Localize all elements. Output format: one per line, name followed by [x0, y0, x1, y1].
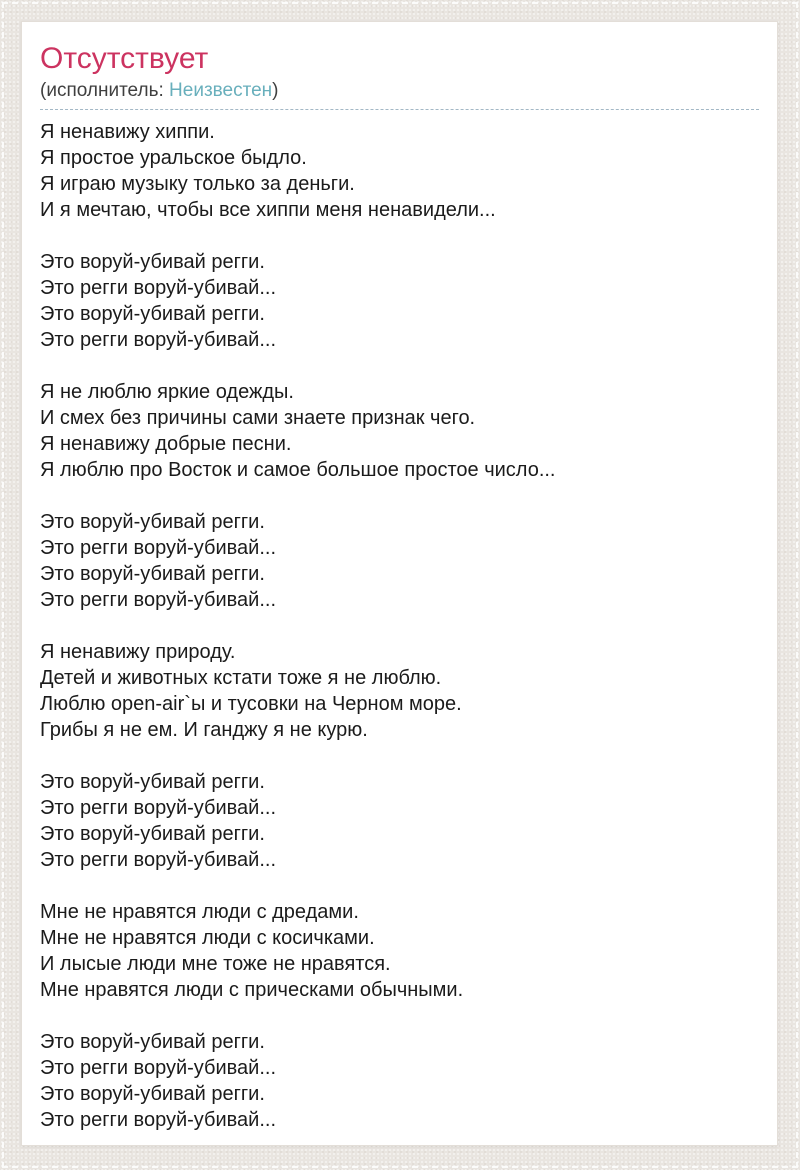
lyrics-stanza [40, 249, 759, 353]
lyrics-stanza [40, 119, 759, 223]
lyrics-line: Это воруй-убивай регги. [40, 251, 265, 274]
lyrics-line: Это регги воруй-убивай... [40, 849, 277, 872]
lyrics-line: Мне не нравятся люди с дредами. [40, 901, 359, 924]
lyrics-line: Это воруй-убивай регги. [40, 511, 265, 534]
lyrics-line: Детей и животных кстати тоже я не люблю. [40, 667, 442, 690]
page-title: Отсутствует [40, 42, 209, 75]
lyrics-line: Это регги воруй-убивай... [40, 1109, 277, 1132]
lyrics-stanza [40, 769, 759, 873]
lyrics-line: Это воруй-убивай регги. [40, 823, 265, 846]
lyrics-line: И смех без причины сами знаете признак чего. [40, 407, 476, 430]
lyrics-stanza [40, 1029, 759, 1133]
song-header [40, 42, 759, 110]
lyrics-line: Это воруй-убивай регги. [40, 1083, 265, 1106]
lyrics-stanza [40, 899, 759, 1003]
lyrics-line: Мне нравятся люди с прическами обычными. [40, 979, 464, 1002]
artist-link[interactable]: Неизвестен [169, 79, 273, 101]
artist-line [40, 80, 759, 103]
lyrics-line: Это регги воруй-убивай... [40, 537, 277, 560]
lyrics-line: Люблю open-air`ы и тусовки на Черном море. [40, 693, 462, 716]
lyrics-line: Я люблю про Восток и самое большое простое число... [40, 459, 556, 482]
lyrics-stanza [40, 509, 759, 613]
lyrics-text [40, 110, 759, 1133]
lyrics-line: И я мечтаю, чтобы все хиппи меня ненавидели... [40, 199, 496, 222]
artist-label-suffix: ) [272, 79, 279, 101]
lyrics-line: Это регги воруй-убивай... [40, 1057, 277, 1080]
lyrics-line: Это регги воруй-убивай... [40, 589, 277, 612]
lyrics-line: Грибы я не ем. И ганджу я не курю. [40, 719, 368, 742]
lyrics-stanza [40, 379, 759, 483]
lyrics-line: Это воруй-убивай регги. [40, 563, 265, 586]
lyrics-line: Я простое уральское быдло. [40, 147, 307, 170]
lyrics-line: Это воруй-убивай регги. [40, 1031, 265, 1054]
lyrics-line: Я играю музыку только за деньги. [40, 173, 355, 196]
lyrics-line: Я ненавижу природу. [40, 641, 236, 664]
lyrics-line: И лысые люди мне тоже не нравятся. [40, 953, 391, 976]
lyrics-line: Мне не нравятся люди с косичками. [40, 927, 375, 950]
artist-label-prefix: (исполнитель: [40, 79, 170, 101]
lyrics-line: Это воруй-убивай регги. [40, 303, 265, 326]
lyrics-line: Это регги воруй-убивай... [40, 797, 277, 820]
lyrics-line: Я ненавижу хиппи. [40, 121, 215, 144]
lyrics-line: Это регги воруй-убивай... [40, 329, 277, 352]
lyrics-card [21, 21, 778, 1146]
lyrics-line: Я ненавижу добрые песни. [40, 433, 292, 456]
lyrics-line: Я не люблю яркие одежды. [40, 381, 294, 404]
lyrics-line: Это регги воруй-убивай... [40, 277, 277, 300]
lyrics-stanza [40, 639, 759, 743]
lyrics-line: Это воруй-убивай регги. [40, 771, 265, 794]
